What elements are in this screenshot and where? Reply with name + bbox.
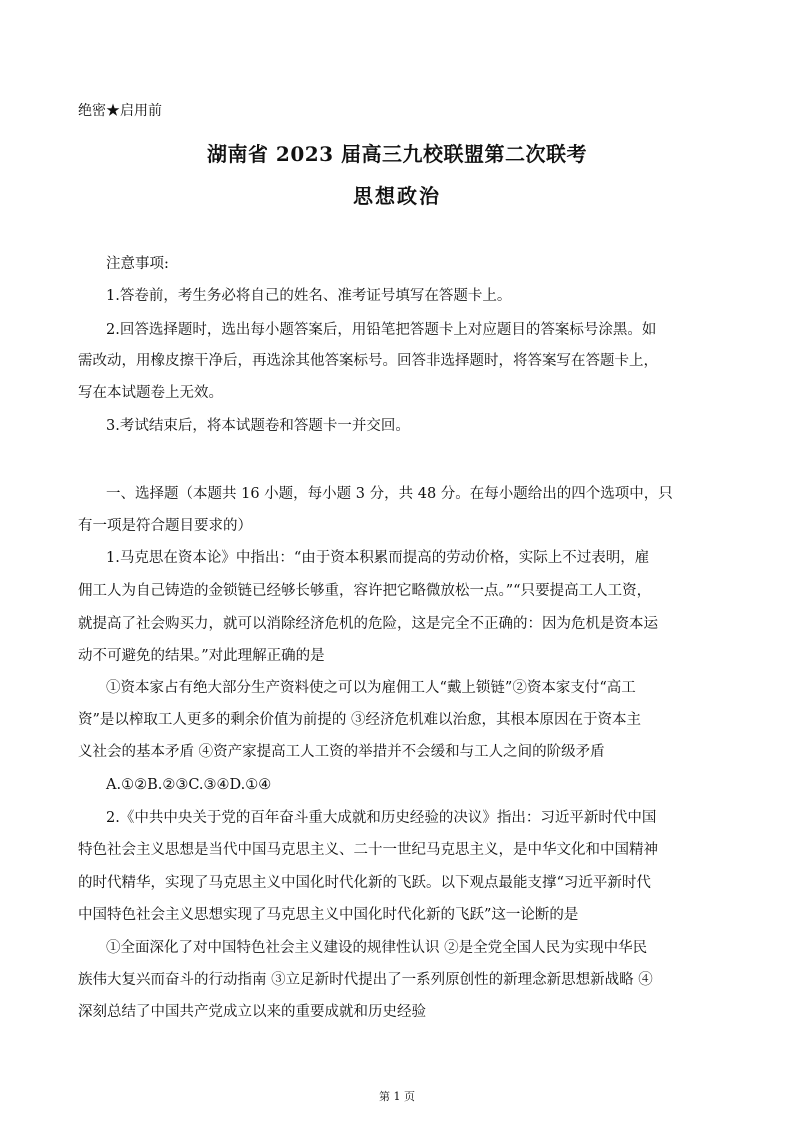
question-1-stem: 动不可避免的结果。”对此理解正确的是 — [78, 648, 325, 664]
question-2-statements: ①全面深化了对中国特色社会主义建设的规律性认识 ②是全党全国人民为实现中华民 — [106, 940, 648, 956]
confidential-label: 绝密★启用前 — [78, 103, 162, 119]
question-2-statements: 族伟大复兴而奋斗的行动指南 ③立足新时代提出了一系列原创性的新理念新思想新战略 ④ — [78, 972, 653, 988]
exam-title: 湖南省 2023 届高三九校联盟第二次联考 — [206, 142, 588, 166]
notice-line: 3.考试结束后，将本试题卷和答题卡一并交回。 — [106, 418, 410, 434]
notice-heading: 注意事项: — [106, 256, 169, 272]
notice-line: 1.答卷前，考生务必将自己的姓名、准考证号填写在答题卡上。 — [106, 288, 512, 304]
page-number: 第 1 页 — [379, 1090, 415, 1103]
section-heading: 一、选择题（本题共 16 小题，每小题 3 分，共 48 分。在每小题给出的四个选项中，只 — [106, 486, 673, 502]
question-1-statements: ①资本家占有绝大部分生产资料使之可以为雇佣工人“戴上锁链”②资本家支付“高工 — [106, 680, 636, 696]
section-heading-cont: 有一项是符合题目要求的） — [78, 518, 252, 534]
question-1-statements: 义社会的基本矛盾 ④资产家提高工人工资的举措并不会缓和与工人之间的阶级矛盾 — [78, 744, 605, 760]
question-1-stem: 佣工人为自己铸造的金锁链已经够长够重，容许把它略微放松一点。”“只要提高工人工资， — [78, 583, 652, 599]
question-2-stem: 的时代精华，实现了马克思主义中国化时代化新的飞跃。以下观点最能支撑“习近平新时代 — [78, 875, 651, 891]
subject-title: 思想政治 — [353, 184, 441, 208]
notice-line: 需改动，用橡皮擦干净后，再选涂其他答案标号。回答非选择题时，将答案写在答题卡上， — [78, 353, 658, 369]
question-2-stem: 2.《中共中央关于党的百年奋斗重大成就和历史经验的决议》指出：习近平新时代中国 — [106, 810, 657, 826]
notice-line: 写在本试题卷上无效。 — [78, 385, 223, 401]
question-1-stem: 1.马克思在资本论》中指出：“由于资本积累而提高的劳动价格，实际上不过表明，雇 — [106, 550, 650, 566]
question-2-statements: 深刻总结了中国共产党成立以来的重要成就和历史经验 — [78, 1004, 426, 1020]
question-2-stem: 特色社会主义思想是当代中国马克思主义、二十一世纪马克思主义，是中华文化和中国精神 — [78, 842, 658, 858]
question-1-statements: 资”是以榨取工人更多的剩余价值为前提的 ③经济危机难以治愈，其根本原因在于资本主 — [78, 712, 642, 728]
question-2-stem: 中国特色社会主义思想实现了马克思主义中国化时代化新的飞跃”这一论断的是 — [78, 907, 579, 923]
notice-line: 2.回答选择题时，选出每小题答案后，用铅笔把答题卡上对应题目的答案标号涂黑。如 — [106, 322, 657, 338]
question-1-options: A.①②B.②③C.③④D.①④ — [106, 777, 272, 793]
question-1-stem: 就提高了社会购买力，就可以消除经济危机的危险，这是完全不正确的：因为危机是资本运 — [78, 616, 658, 632]
